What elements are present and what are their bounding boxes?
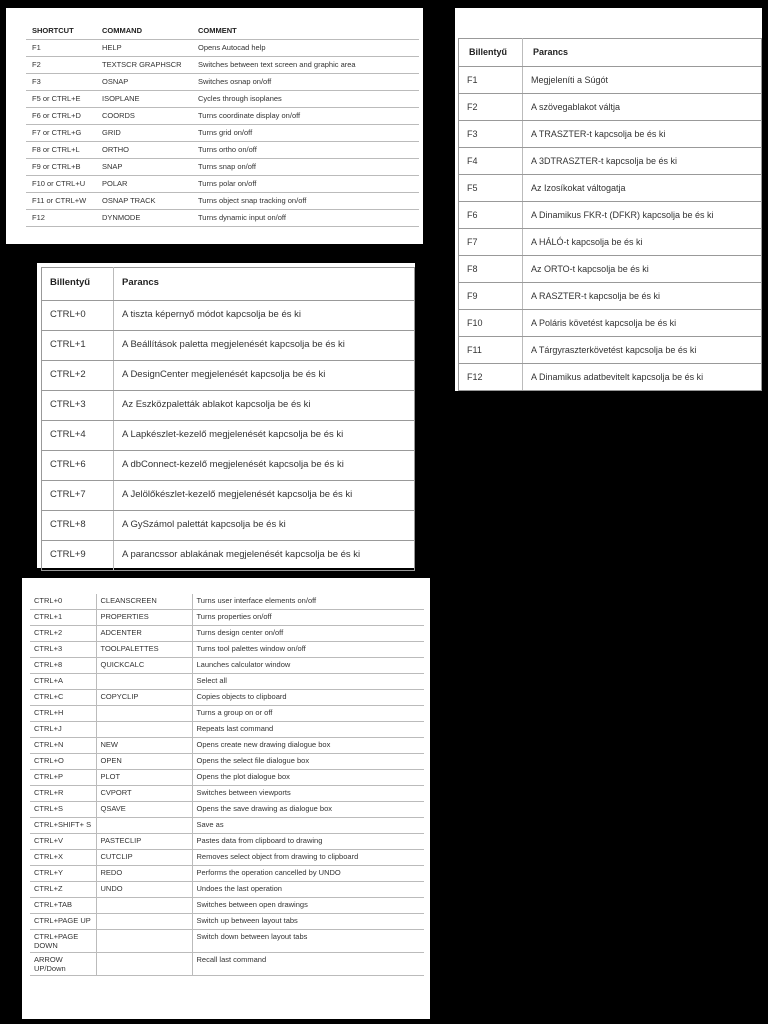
shortcut-cell: F7 or CTRL+G (26, 125, 96, 142)
command-cell: PASTECLIP (96, 834, 192, 850)
shortcut-cell: CTRL+0 (30, 594, 96, 610)
table-row (42, 451, 415, 481)
comment-cell: Switch up between layout tabs (192, 914, 424, 930)
shortcut-cell: F9 or CTRL+B (26, 159, 96, 176)
comment-cell: Copies objects to clipboard (192, 690, 424, 706)
table-row (26, 125, 419, 142)
table-row (42, 421, 415, 451)
table-row (42, 391, 415, 421)
command-cell: QUICKCALC (96, 658, 192, 674)
command-cell: CVPORT (96, 786, 192, 802)
table-row (30, 738, 424, 754)
command-cell: A HÁLÓ-t kapcsolja be és ki (523, 229, 762, 256)
shortcut-cell: CTRL+SHIFT+ S (30, 818, 96, 834)
shortcut-card-fkeys-hu (455, 8, 762, 391)
table-header-row (459, 39, 762, 67)
table-header-row (42, 268, 415, 301)
table-row (30, 930, 424, 953)
table-row (30, 786, 424, 802)
command-cell: A szövegablakot váltja (523, 94, 762, 121)
key-cell: F12 (459, 364, 523, 391)
shortcut-card-fkeys-en (6, 8, 423, 244)
shortcut-card-ctrl-hu (37, 263, 415, 568)
command-cell (96, 898, 192, 914)
command-cell: REDO (96, 866, 192, 882)
command-cell: A Dinamikus adatbevitelt kapcsolja be és ki (523, 364, 762, 391)
comment-cell: Turns grid on/off (192, 125, 419, 142)
shortcut-cell: CTRL+Z (30, 882, 96, 898)
header-command: COMMAND (96, 20, 192, 40)
shortcut-cell: CTRL+C (30, 690, 96, 706)
command-cell (96, 953, 192, 976)
command-cell: A Dinamikus FKR-t (DFKR) kapcsolja be és ki (523, 202, 762, 229)
command-cell: Az ORTO-t kapcsolja be és ki (523, 256, 762, 283)
command-cell: A DesignCenter megjelenését kapcsolja be és ki (114, 361, 415, 391)
shortcut-cell: CTRL+P (30, 770, 96, 786)
table-row (26, 57, 419, 74)
table-row (30, 610, 424, 626)
shortcut-cell: F12 (26, 210, 96, 227)
key-cell: F1 (459, 67, 523, 94)
table-row (459, 148, 762, 175)
table-row (459, 67, 762, 94)
shortcut-cell: CTRL+8 (30, 658, 96, 674)
table-row (42, 361, 415, 391)
command-cell: UNDO (96, 882, 192, 898)
comment-cell: Opens create new drawing dialogue box (192, 738, 424, 754)
shortcut-table (30, 594, 424, 976)
table-row (30, 866, 424, 882)
table-row (459, 337, 762, 364)
command-cell: Az Eszközpaletták ablakot kapcsolja be és ki (114, 391, 415, 421)
comment-cell: Opens the select file dialogue box (192, 754, 424, 770)
comment-cell: Pastes data from clipboard to drawing (192, 834, 424, 850)
shortcut-cell: CTRL+PAGE UP (30, 914, 96, 930)
table-row (42, 541, 415, 571)
table-row (26, 74, 419, 91)
comment-cell: Turns snap on/off (192, 159, 419, 176)
shortcut-cell: CTRL+Y (30, 866, 96, 882)
table-row (30, 802, 424, 818)
shortcut-cell: CTRL+V (30, 834, 96, 850)
table-row (459, 283, 762, 310)
comment-cell: Performs the operation cancelled by UNDO (192, 866, 424, 882)
shortcut-cell: CTRL+1 (30, 610, 96, 626)
command-cell: A RASZTER-t kapcsolja be és ki (523, 283, 762, 310)
table-row (459, 229, 762, 256)
key-cell: F3 (459, 121, 523, 148)
table-row (30, 834, 424, 850)
comment-cell: Turns a group on or off (192, 706, 424, 722)
comment-cell: Turns object snap tracking on/off (192, 193, 419, 210)
shortcut-card-ctrl-en (22, 578, 430, 1019)
command-cell: QSAVE (96, 802, 192, 818)
command-cell: TEXTSCR GRAPHSCR (96, 57, 192, 74)
table-row (459, 175, 762, 202)
table-row (30, 642, 424, 658)
key-cell: F6 (459, 202, 523, 229)
key-cell: CTRL+6 (42, 451, 114, 481)
header-shortcut: SHORTCUT (26, 20, 96, 40)
shortcut-cell: F11 or CTRL+W (26, 193, 96, 210)
key-cell: CTRL+0 (42, 301, 114, 331)
key-cell: F9 (459, 283, 523, 310)
comment-cell: Turns user interface elements on/off (192, 594, 424, 610)
table-row (459, 310, 762, 337)
command-cell (96, 674, 192, 690)
comment-cell: Cycles through isoplanes (192, 91, 419, 108)
command-cell: A GySzámol palettát kapcsolja be és ki (114, 511, 415, 541)
comment-cell: Opens Autocad help (192, 40, 419, 57)
table-row (30, 770, 424, 786)
command-cell: POLAR (96, 176, 192, 193)
shortcut-cell: F1 (26, 40, 96, 57)
comment-cell: Switches between viewports (192, 786, 424, 802)
command-cell: SNAP (96, 159, 192, 176)
shortcut-table (41, 267, 415, 571)
comment-cell: Launches calculator window (192, 658, 424, 674)
key-cell: CTRL+3 (42, 391, 114, 421)
comment-cell: Turns design center on/off (192, 626, 424, 642)
table-row (26, 91, 419, 108)
command-cell: OSNAP TRACK (96, 193, 192, 210)
comment-cell: Turns properties on/off (192, 610, 424, 626)
command-cell: A 3DTRASZTER-t kapcsolja be és ki (523, 148, 762, 175)
table-row (30, 818, 424, 834)
command-cell: A Poláris követést kapcsolja be és ki (523, 310, 762, 337)
shortcut-cell: CTRL+S (30, 802, 96, 818)
table-row (26, 142, 419, 159)
table-row (26, 210, 419, 227)
command-cell: PROPERTIES (96, 610, 192, 626)
comment-cell: Turns ortho on/off (192, 142, 419, 159)
table-row (26, 193, 419, 210)
shortcut-cell: ARROW UP/Down (30, 953, 96, 976)
key-cell: F5 (459, 175, 523, 202)
shortcut-cell: CTRL+J (30, 722, 96, 738)
shortcut-cell: CTRL+2 (30, 626, 96, 642)
comment-cell: Switch down between layout tabs (192, 930, 424, 953)
table-row (459, 364, 762, 391)
command-cell: HELP (96, 40, 192, 57)
key-cell: F4 (459, 148, 523, 175)
key-cell: CTRL+8 (42, 511, 114, 541)
key-cell: CTRL+4 (42, 421, 114, 451)
shortcut-table (458, 38, 762, 391)
key-cell: CTRL+1 (42, 331, 114, 361)
comment-cell: Opens the save drawing as dialogue box (192, 802, 424, 818)
comment-cell: Switches between text screen and graphic area (192, 57, 419, 74)
comment-cell: Recall last command (192, 953, 424, 976)
table-row (30, 850, 424, 866)
shortcut-cell: F3 (26, 74, 96, 91)
table-row (30, 882, 424, 898)
comment-cell: Turns polar on/off (192, 176, 419, 193)
command-cell: A tiszta képernyő módot kapcsolja be és ki (114, 301, 415, 331)
command-cell: OPEN (96, 754, 192, 770)
key-cell: CTRL+2 (42, 361, 114, 391)
table-row (30, 658, 424, 674)
command-cell (96, 914, 192, 930)
table-row (26, 108, 419, 125)
command-cell: COPYCLIP (96, 690, 192, 706)
header-command: Parancs (523, 39, 762, 67)
table-row (30, 953, 424, 976)
command-cell: A dbConnect-kezelő megjelenését kapcsolja be és ki (114, 451, 415, 481)
comment-cell: Repeats last command (192, 722, 424, 738)
shortcut-cell: CTRL+N (30, 738, 96, 754)
key-cell: F11 (459, 337, 523, 364)
command-cell: NEW (96, 738, 192, 754)
table-row (459, 94, 762, 121)
command-cell: A Tárgyraszterkövetést kapcsolja be és ki (523, 337, 762, 364)
shortcut-cell: F5 or CTRL+E (26, 91, 96, 108)
command-cell: A Lapkészlet-kezelő megjelenését kapcsolja be és ki (114, 421, 415, 451)
key-cell: F10 (459, 310, 523, 337)
table-row (30, 914, 424, 930)
command-cell: A Beállítások paletta megjelenését kapcsolja be és ki (114, 331, 415, 361)
table-row (30, 626, 424, 642)
table-row (30, 722, 424, 738)
comment-cell: Undoes the last operation (192, 882, 424, 898)
shortcut-cell: CTRL+3 (30, 642, 96, 658)
shortcut-cell: CTRL+O (30, 754, 96, 770)
shortcut-cell: CTRL+A (30, 674, 96, 690)
command-cell (96, 706, 192, 722)
table-row (459, 121, 762, 148)
comment-cell: Turns coordinate display on/off (192, 108, 419, 125)
table-row (30, 706, 424, 722)
table-row (30, 754, 424, 770)
command-cell: A parancssor ablakának megjelenését kapcsolja be és ki (114, 541, 415, 571)
command-cell: A Jelölőkészlet-kezelő megjelenését kapcsolja be és ki (114, 481, 415, 511)
shortcut-cell: F8 or CTRL+L (26, 142, 96, 159)
table-row (42, 481, 415, 511)
table-row (26, 176, 419, 193)
shortcut-table (26, 20, 419, 227)
command-cell (96, 722, 192, 738)
key-cell: F2 (459, 94, 523, 121)
comment-cell: Switches osnap on/off (192, 74, 419, 91)
command-cell: CLEANSCREEN (96, 594, 192, 610)
comment-cell: Removes select object from drawing to clipboard (192, 850, 424, 866)
command-cell: GRID (96, 125, 192, 142)
table-row (459, 202, 762, 229)
command-cell: DYNMODE (96, 210, 192, 227)
command-cell: Megjeleníti a Súgót (523, 67, 762, 94)
header-command: Parancs (114, 268, 415, 301)
comment-cell: Turns dynamic input on/off (192, 210, 419, 227)
table-row (26, 40, 419, 57)
key-cell: CTRL+9 (42, 541, 114, 571)
table-row (30, 690, 424, 706)
command-cell: COORDS (96, 108, 192, 125)
comment-cell: Select all (192, 674, 424, 690)
command-cell: ORTHO (96, 142, 192, 159)
command-cell: OSNAP (96, 74, 192, 91)
comment-cell: Turns tool palettes window on/off (192, 642, 424, 658)
table-row (459, 256, 762, 283)
header-key: Billentyű (42, 268, 114, 301)
command-cell (96, 930, 192, 953)
key-cell: CTRL+7 (42, 481, 114, 511)
shortcut-cell: CTRL+TAB (30, 898, 96, 914)
command-cell: A TRASZTER-t kapcsolja be és ki (523, 121, 762, 148)
command-cell (96, 818, 192, 834)
table-row (42, 301, 415, 331)
table-row (42, 511, 415, 541)
key-cell: F7 (459, 229, 523, 256)
command-cell: TOOLPALETTES (96, 642, 192, 658)
shortcut-cell: CTRL+H (30, 706, 96, 722)
table-header-row (26, 20, 419, 40)
shortcut-cell: F10 or CTRL+U (26, 176, 96, 193)
shortcut-cell: CTRL+X (30, 850, 96, 866)
command-cell: ISOPLANE (96, 91, 192, 108)
shortcut-cell: F2 (26, 57, 96, 74)
comment-cell: Switches between open drawings (192, 898, 424, 914)
comment-cell: Save as (192, 818, 424, 834)
command-cell: CUTCLIP (96, 850, 192, 866)
table-row (30, 594, 424, 610)
table-row (30, 898, 424, 914)
header-comment: COMMENT (192, 20, 419, 40)
comment-cell: Opens the plot dialogue box (192, 770, 424, 786)
shortcut-cell: CTRL+R (30, 786, 96, 802)
command-cell: Az Izosíkokat váltogatja (523, 175, 762, 202)
shortcut-cell: F6 or CTRL+D (26, 108, 96, 125)
command-cell: ADCENTER (96, 626, 192, 642)
header-key: Billentyű (459, 39, 523, 67)
table-row (42, 331, 415, 361)
key-cell: F8 (459, 256, 523, 283)
command-cell: PLOT (96, 770, 192, 786)
table-row (26, 159, 419, 176)
shortcut-cell: CTRL+PAGE DOWN (30, 930, 96, 953)
table-row (30, 674, 424, 690)
